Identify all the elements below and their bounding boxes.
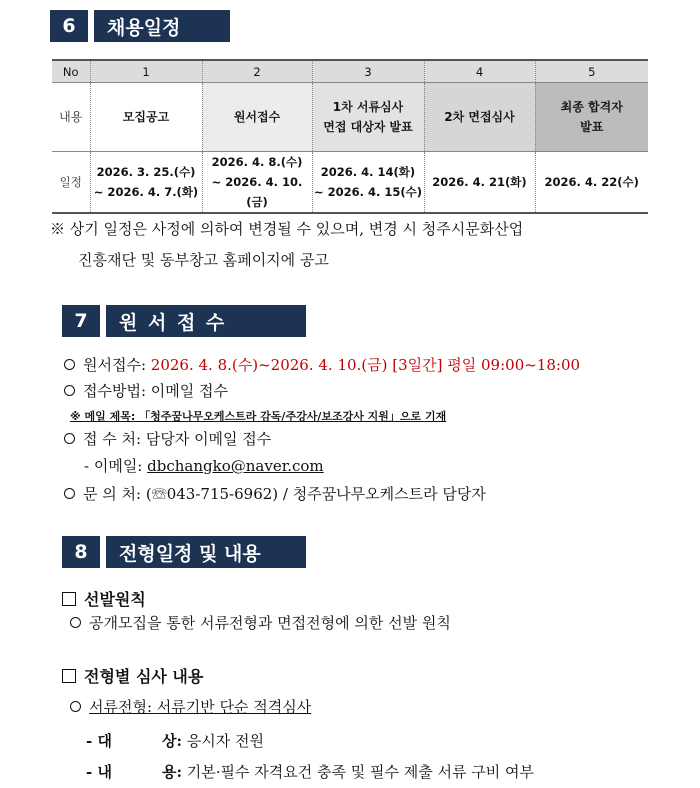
circle-bullet-icon xyxy=(64,433,75,444)
note-line-2: 진흥재단 및 동부창고 홈페이지에 공고 xyxy=(78,251,329,269)
schedule-table xyxy=(52,59,648,214)
principle-text: 공개모집을 통한 서류전형과 면접전형에 의한 선발 원칙 xyxy=(70,612,451,633)
section-title: 채용일정 xyxy=(94,10,230,42)
table-header-cell: 2 xyxy=(202,60,312,83)
circle-bullet-icon xyxy=(64,488,75,499)
mail-title-note: ※ 메일 제목: 「청주꿈나무오케스트라 감독/주강사/보조강사 지원」으로 기재 xyxy=(70,410,447,423)
table-cell: 원서접수 xyxy=(202,83,312,152)
row-label: 내용 xyxy=(52,83,90,152)
target-line: - 대 상: 응시자 전원 xyxy=(86,732,264,750)
apply-place: 접 수 처: 담당자 이메일 접수 xyxy=(64,428,271,449)
contact-line: 문 의 처: (☏043-715-6962) / 청주꿈나무오케스트라 담당자 xyxy=(64,483,486,504)
table-header-cell: No xyxy=(52,60,90,83)
section-number: 8 xyxy=(62,536,100,568)
apply-method: 접수방법: 이메일 접수 xyxy=(64,380,228,401)
section-8-heading xyxy=(62,536,306,568)
circle-bullet-icon xyxy=(64,385,75,396)
table-cell: 최종 합격자 발표 xyxy=(535,83,648,152)
section-number: 7 xyxy=(62,305,100,337)
circle-bullet-icon xyxy=(64,359,75,370)
apply-period-value: 2026. 4. 8.(수)~2026. 4. 10.(금) [3일간] 평일 09:00~18:00 xyxy=(150,356,581,374)
note-mark: ※ xyxy=(50,220,66,238)
table-cell: 1차 서류심사 면접 대상자 발표 xyxy=(312,83,424,152)
section-7-heading xyxy=(62,305,306,337)
doc-review-line: 서류전형: 서류기반 단순 적격심사 xyxy=(70,696,311,717)
table-header-cell: 1 xyxy=(90,60,202,83)
square-bullet-icon xyxy=(62,669,76,683)
content-line: - 내 용: 기본·필수 자격요건 충족 및 필수 제출 서류 구비 여부 xyxy=(86,763,534,781)
table-cell: 2026. 4. 8.(수) ~ 2026. 4. 10.(금) xyxy=(202,152,312,214)
table-row xyxy=(52,83,648,152)
note-line-1: 상기 일정은 사정에 의하여 변경될 수 있으며, 변경 시 청주시문화산업 xyxy=(69,220,524,238)
section-title: 전형일정 및 내용 xyxy=(106,536,306,568)
section-number: 6 xyxy=(50,10,88,42)
row-label: 일정 xyxy=(52,152,90,214)
circle-bullet-icon xyxy=(70,617,81,628)
section-title: 원 서 접 수 xyxy=(106,305,306,337)
table-header-cell: 3 xyxy=(312,60,424,83)
table-header-cell: 4 xyxy=(424,60,535,83)
circle-bullet-icon xyxy=(70,701,81,712)
table-cell: 2026. 4. 22(수) xyxy=(535,152,648,214)
table-cell: 모집공고 xyxy=(90,83,202,152)
table-cell: 2026. 4. 21(화) xyxy=(424,152,535,214)
email-link[interactable]: dbchangko@naver.com xyxy=(147,457,324,475)
phone-icon: ☏ xyxy=(151,485,167,503)
email-line: - 이메일: dbchangko@naver.com xyxy=(84,457,324,475)
table-cell: 2차 면접심사 xyxy=(424,83,535,152)
section-6-heading xyxy=(50,10,230,42)
table-header-row xyxy=(52,60,648,83)
review-heading: 전형별 심사 내용 xyxy=(62,664,203,687)
table-cell: 2026. 4. 14(화) ~ 2026. 4. 15(수) xyxy=(312,152,424,214)
table-row xyxy=(52,152,648,214)
schedule-note xyxy=(50,218,523,239)
table-header-cell: 5 xyxy=(535,60,648,83)
principle-heading: 선발원칙 xyxy=(62,587,146,610)
square-bullet-icon xyxy=(62,592,76,606)
apply-period: 원서접수: 2026. 4. 8.(수)~2026. 4. 10.(금) [3일간] 평일 09:00~18:00 xyxy=(64,354,580,375)
table-cell: 2026. 3. 25.(수) ~ 2026. 4. 7.(화) xyxy=(90,152,202,214)
